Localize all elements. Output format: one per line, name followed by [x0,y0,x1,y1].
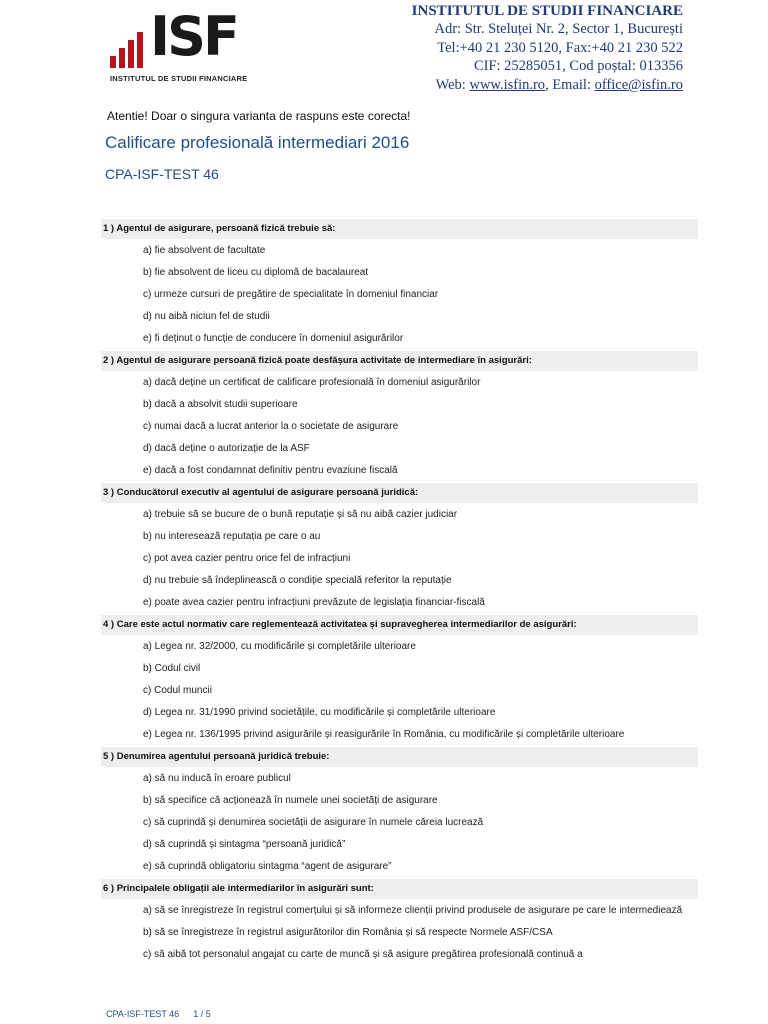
answer-option[interactable]: a) Legea nr. 32/2000, cu modificările și completările ulterioare [143,641,416,652]
institute-info [412,2,683,94]
answer-option[interactable]: b) să specifice că acționează în numele unei societăți de asigurare [143,795,438,806]
footer-test-code: CPA-ISF-TEST 46 [106,1009,180,1019]
web-label: Web: [435,76,470,93]
answer-option[interactable]: d) nu aibă niciun fel de studii [143,311,270,322]
answer-option[interactable]: c) pot avea cazier pentru orice fel de infracțiuni [143,553,351,564]
institute-phone: Tel:+40 21 230 5120, Fax:+40 21 230 522 [437,39,683,56]
answer-option[interactable]: e) Legea nr. 136/1995 privind asigurările și reasigurările în România, cu modificările și completările ulterioare [143,729,625,740]
question-header: 5 ) Denumirea agentului persoană juridică trebuie: [101,747,698,767]
answer-option[interactable]: a) să se înregistreze în registrul comerțului și să informeze clienții privind produsele de asigurare pe care le intermediează [143,905,683,916]
answer-option[interactable]: a) dacă deține un certificat de calificare profesională în domeniul asigurărilor [143,377,481,388]
answer-option[interactable]: a) fie absolvent de facultate [143,245,266,256]
answer-option[interactable]: e) dacă a fost condamnat definitiv pentru evaziune fiscală [143,465,398,476]
answer-option[interactable]: b) nu interesează reputația pe care o au [143,531,321,542]
question-list [101,219,698,967]
answer-option[interactable]: b) să se înregistreze în registrul asigurătorilor din România și să respecte Normele ASF/CSA [143,927,553,938]
question-header: 3 ) Conducătorul executiv al agentului de asigurare persoană juridică: [101,483,698,503]
test-code: CPA-ISF-TEST 46 [105,166,219,182]
answer-option[interactable]: b) Codul civil [143,663,201,674]
answer-option[interactable]: a) să nu inducă în eroare publicul [143,773,291,784]
answer-option[interactable]: b) fie absolvent de liceu cu diplomă de bacalaureat [143,267,369,278]
isf-logo [110,5,250,88]
question-header: 2 ) Agentul de asigurare persoană fizică poate desfășura activitate de intermediare în asigurări: [101,351,698,371]
answer-option[interactable]: e) fi deținut o funcție de conducere în domeniul asigurărilor [143,333,404,344]
institute-cif: CIF: 25285051, Cod poștal: 013356 [473,58,683,75]
institute-name: INSTITUTUL DE STUDII FINANCIARE [411,3,683,19]
question-header: 4 ) Care este actul normativ care reglementează activitatea și supravegherea intermediarilor de asigurări: [101,615,698,635]
question-header: 6 ) Principalele obligații ale intermediarilor în asigurări sunt: [101,879,698,899]
page-footer [106,1009,211,1019]
answer-option[interactable]: b) dacă a absolvit studii superioare [143,399,298,410]
answer-option[interactable]: a) trebuie să se bucure de o bună reputație și să nu aibă cazier judiciar [143,509,458,520]
answer-option[interactable]: d) să cuprindă și sintagma “persoană juridică” [143,839,346,850]
page-title: Calificare profesională intermediari 2016 [105,133,410,152]
answer-option[interactable]: c) urmeze cursuri de pregătire de specialitate în domeniul financiar [143,289,439,300]
warning-text: Atentie! Doar o singura varianta de raspuns este corecta! [107,109,411,123]
logo-bar [110,56,116,68]
answer-option[interactable]: d) dacă deține o autorizație de la ASF [143,443,310,454]
logo-bar [137,32,143,68]
answer-option[interactable]: d) Legea nr. 31/1990 privind societățile, cu modificările și completările ulterioare [143,707,496,718]
answer-option[interactable]: c) numai dacă a lucrat anterior la o societate de asigurare [143,421,399,432]
logo-text: ISF [150,5,237,68]
answer-option[interactable]: c) să cuprindă și denumirea societății de asigurare în numele căreia lucrează [143,817,484,828]
answer-option[interactable]: c) să aibă tot personalul angajat cu carte de muncă și să asigure pregătirea profesională continuă a [143,949,583,960]
logo-bar [119,48,125,68]
web-link[interactable]: www.isfin.ro [469,76,546,93]
institute-contact [412,76,683,94]
answer-option[interactable]: e) poate avea cazier pentru infracțiuni prevăzute de legislația financiar-fiscală [143,597,485,608]
answer-option[interactable]: e) să cuprindă obligatoriu sintagma “agent de asigurare” [143,861,392,872]
question-header: 1 ) Agentul de asigurare, persoană fizică trebuie să: [101,219,698,239]
answer-option[interactable]: c) Codul muncii [143,685,212,696]
email-link[interactable]: office@isfin.ro [594,76,683,93]
answer-option[interactable]: d) nu trebuie să îndeplinească o condiție specială referitor la reputație [143,575,452,586]
institute-address: Adr: Str. Steluței Nr. 2, Sector 1, București [434,21,683,38]
logo-bar [128,40,134,68]
logo-subtitle: INSTITUTUL DE STUDII FINANCIARE [110,74,248,83]
page-number: 1 / 5 [193,1009,211,1019]
email-label: , Email: [545,76,595,93]
